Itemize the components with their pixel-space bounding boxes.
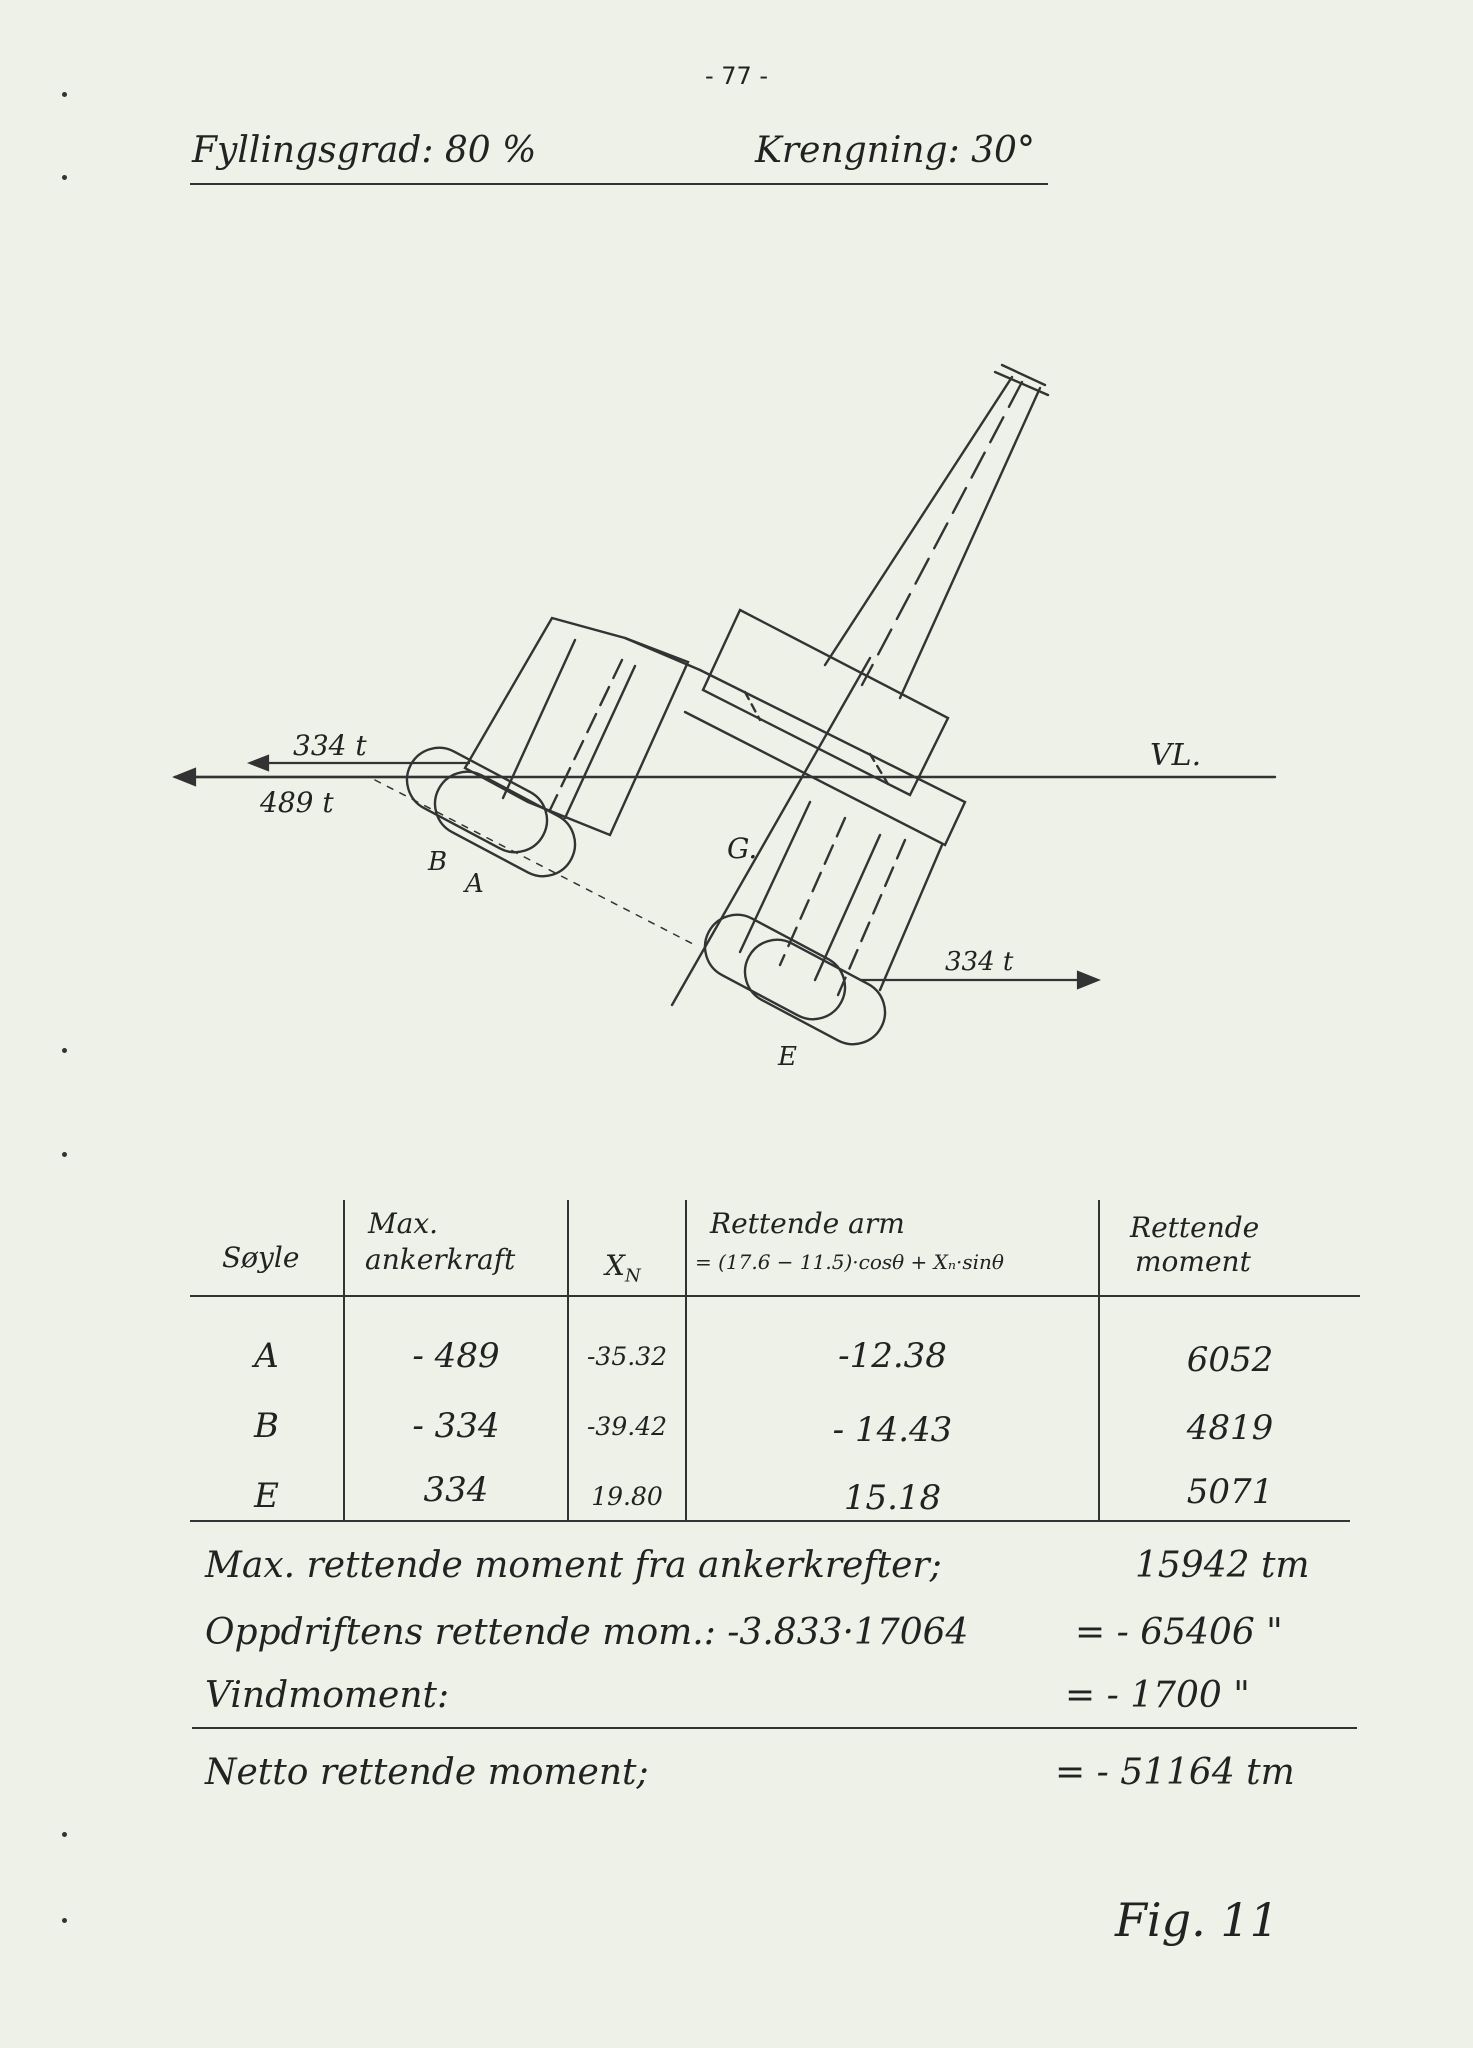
cell-ankerkraft: - 489: [412, 1336, 500, 1376]
tower-centerline: [862, 382, 1022, 685]
cell-ankerkraft: 334: [423, 1470, 489, 1510]
summary-net-label: Netto rettende moment;: [205, 1752, 649, 1793]
column-inner-line: [565, 666, 635, 818]
platform-heel-diagram: [0, 340, 1473, 1120]
arrow-head: [1078, 972, 1098, 988]
margin-dot: [62, 1832, 67, 1837]
header-max: Max.: [368, 1207, 439, 1240]
deck-box: [703, 610, 948, 795]
header-rettende: Rettende: [1130, 1211, 1260, 1244]
force-label-right: 334 t: [945, 947, 1014, 977]
cell-soyle: A: [254, 1336, 279, 1376]
header-soyle: Søyle: [222, 1241, 300, 1274]
header-arm-formula: = (17.6 − 11.5)·cosθ + Xₙ·sinθ: [695, 1250, 1004, 1274]
column-inner-line: [503, 640, 575, 798]
center-of-gravity-label: G.: [727, 832, 758, 865]
cell-moment: 6052: [1186, 1340, 1274, 1380]
force-label-bottom: 489 t: [260, 786, 334, 819]
summary-buoyancy-value: = - 65406 ": [1075, 1612, 1283, 1653]
margin-dot: [62, 175, 67, 180]
pontoon-a-label: A: [465, 869, 484, 899]
summary-wind-value: = - 1700 ": [1065, 1675, 1250, 1716]
pontoon-b-label: B: [428, 847, 448, 877]
cell-xn: -35.32: [586, 1342, 668, 1371]
column-e-line: [880, 845, 942, 990]
tower-edge: [825, 377, 1012, 665]
pontoon-e-label: E: [778, 1042, 797, 1072]
page-number: - 77 -: [704, 62, 769, 90]
cell-soyle: E: [254, 1476, 279, 1516]
header-underline: [190, 183, 1048, 185]
pontoon-e: [734, 929, 896, 1056]
cell-xn: 19.80: [591, 1482, 663, 1511]
header-ankerkraft: ankerkraft: [365, 1243, 516, 1276]
header-rettende-arm: Rettende arm: [710, 1207, 905, 1240]
summary-buoyancy-label: Oppdriftens rettende mom.: -3.833·17064: [205, 1612, 969, 1653]
cell-ankerkraft: - 334: [412, 1406, 500, 1446]
waterline-label: VL.: [1150, 738, 1202, 773]
cell-moment: 5071: [1186, 1472, 1274, 1512]
summary-anchor-moment-label: Max. rettende moment fra ankerkrefter;: [205, 1545, 942, 1586]
header-moment: moment: [1135, 1245, 1251, 1278]
arrow-head: [250, 756, 268, 770]
fill-degree-heading: Fyllingsgrad: 80 %: [192, 130, 537, 171]
anchor-force-table: [190, 1200, 1360, 1520]
arrow-head: [175, 769, 195, 785]
force-label-top: 334 t: [293, 729, 367, 762]
summary-wind-label: Vindmoment:: [205, 1675, 450, 1716]
summary-net-value: = - 51164 tm: [1055, 1752, 1295, 1793]
cell-soyle: B: [254, 1406, 279, 1446]
margin-dot: [62, 1152, 67, 1157]
cell-xn: -39.42: [586, 1412, 668, 1441]
cell-arm: -12.38: [838, 1336, 947, 1376]
cell-arm: 15.18: [843, 1478, 942, 1518]
figure-label: Fig. 11: [1115, 1893, 1279, 1947]
margin-dot: [62, 1918, 67, 1923]
summary-anchor-moment-value: 15942 tm: [1135, 1545, 1310, 1586]
summary-rule: [192, 1727, 1357, 1729]
cell-moment: 4819: [1186, 1408, 1274, 1448]
deck-lower: [685, 670, 965, 845]
tower-edge: [900, 388, 1040, 698]
heel-angle-heading: Krengning: 30°: [755, 130, 1035, 171]
deck-line: [625, 638, 700, 670]
cell-arm: - 14.43: [832, 1410, 953, 1450]
margin-dot: [62, 92, 67, 97]
header-xn: $X_N$: [605, 1249, 641, 1287]
column-centerline: [550, 660, 622, 810]
